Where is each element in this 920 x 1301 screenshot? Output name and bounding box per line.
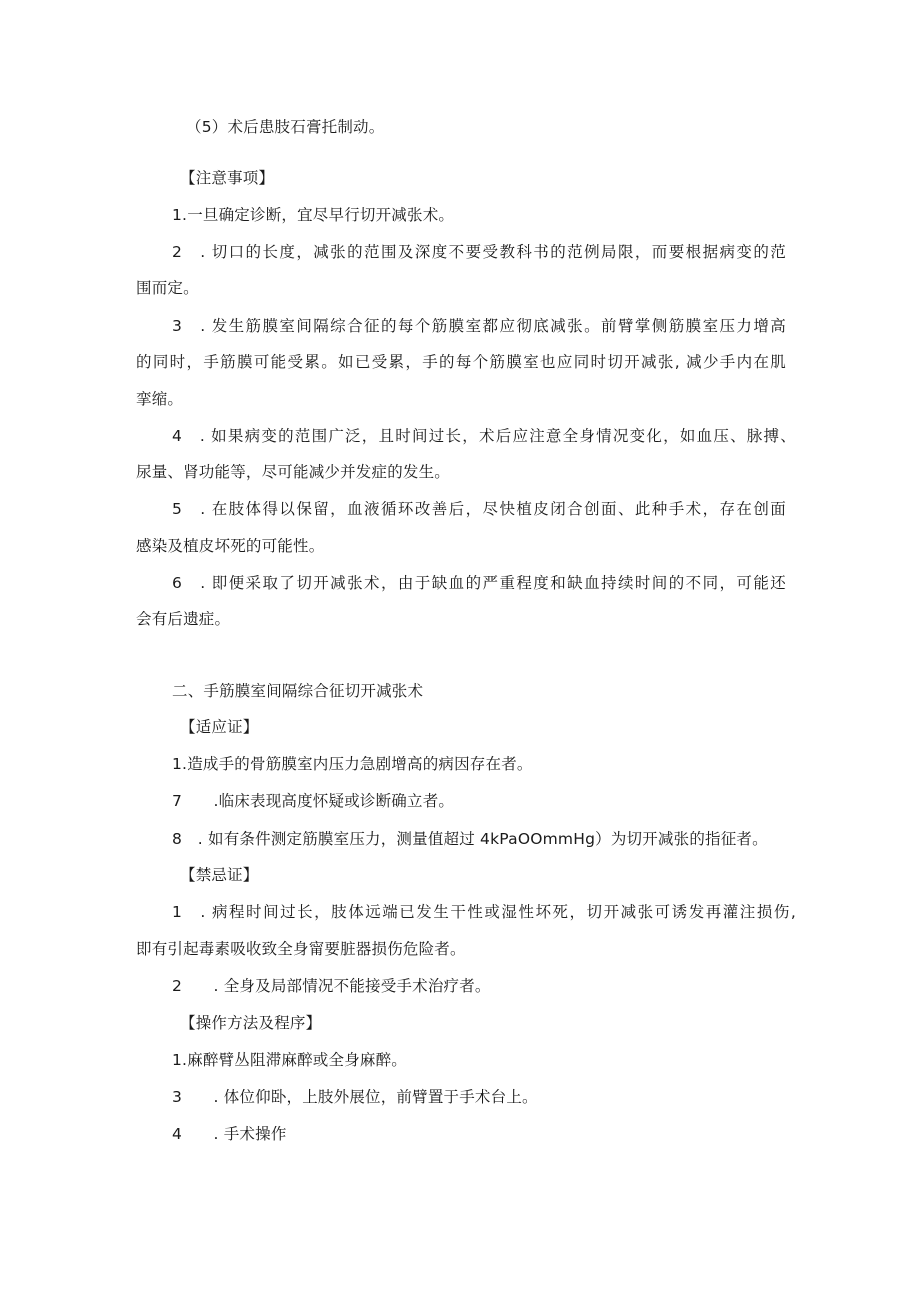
- note-6-line-1: 6 . 即便采取了切开减张术，由于缺血的严重程度和缺血持续时间的不同，可能还: [172, 574, 786, 592]
- method-heading: 【操作方法及程序】: [180, 1014, 322, 1032]
- method-2: 3 . 体位仰卧，上肢外展位，前臂置于手术台上。: [172, 1088, 538, 1106]
- note-4-line-2: 尿量、肾功能等，尽可能减少并发症的发生。: [136, 463, 451, 481]
- note-1: 1.一旦确定诊断，宜尽早行切开减张术。: [172, 206, 455, 224]
- contraindication-2: 2 . 全身及局部情况不能接受手术治疗者。: [172, 977, 491, 995]
- note-3-line-2: 的同时，手筋膜可能受累。如已受累，手的每个筋膜室也应同时切开减张, 减少手内在肌: [136, 353, 786, 371]
- note-5-line-1: 5 . 在肢体得以保留，血液循环改善后，尽快植皮闭合创面、此种手术，存在创面: [172, 500, 786, 518]
- note-2-line-1: 2 . 切口的长度，减张的范围及深度不要受教科书的范例局限，而要根据病变的范: [172, 243, 786, 261]
- section-2-title: 二、手筋膜室间隔综合征切开减张术: [172, 682, 424, 700]
- contraindications-heading: 【禁忌证】: [180, 866, 259, 884]
- note-3-line-1: 3 . 发生筋膜室间隔综合征的每个筋膜室都应彻底减张。前臂掌侧筋膜室压力增高: [172, 317, 786, 335]
- note-6-line-2: 会有后遗症。: [136, 610, 231, 628]
- indication-3: 8 . 如有条件测定筋膜室压力，测量值超过 4kPaOOmmHg）为切开减张的指征者。: [172, 830, 768, 848]
- indication-1: 1.造成手的骨筋膜室内压力急剧增高的病因存在者。: [172, 755, 533, 773]
- indications-heading: 【适应证】: [180, 718, 259, 736]
- method-1: 1.麻醉臂丛阻滞麻醉或全身麻醉。: [172, 1051, 407, 1069]
- contraindication-1-line-1: 1 . 病程时间过长，肢体远端已发生干性或湿性坏死，切开减张可诱发再灌注损伤,: [172, 903, 796, 921]
- notes-heading: 【注意事项】: [180, 169, 275, 187]
- note-2-line-2: 围而定。: [136, 279, 199, 297]
- note-3-line-3: 挛缩。: [136, 390, 184, 408]
- post-op-item-5: （5）术后患肢石膏托制动。: [186, 118, 385, 136]
- indication-2: 7 .临床表现高度怀疑或诊断确立者。: [172, 792, 455, 810]
- note-5-line-2: 感染及植皮坏死的可能性。: [136, 537, 325, 555]
- note-4-line-1: 4 . 如果病变的范围广泛，且时间过长，术后应注意全身情况变化，如血压、脉搏、: [172, 427, 796, 445]
- contraindication-1-line-2: 即有引起毒素吸收致全身甯要脏器损伤危险者。: [136, 940, 466, 958]
- method-3: 4 . 手术操作: [172, 1125, 287, 1143]
